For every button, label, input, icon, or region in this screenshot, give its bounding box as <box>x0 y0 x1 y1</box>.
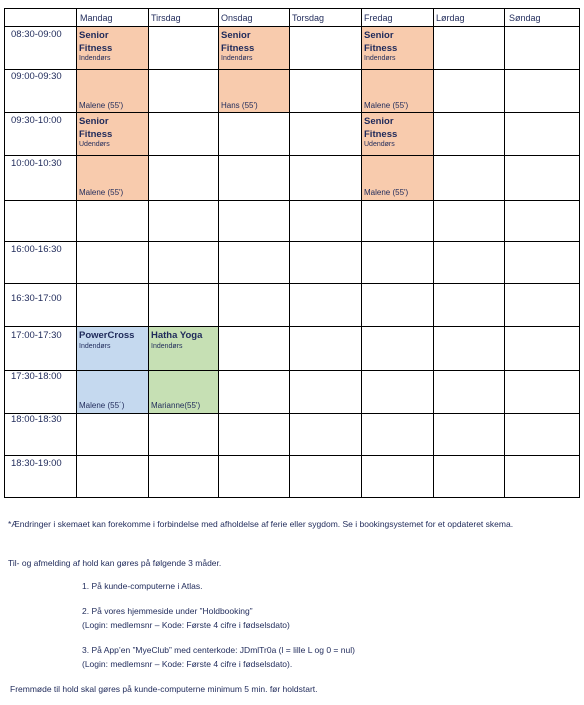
class-name: Senior Fitness <box>79 116 113 140</box>
time-label: 18:00-18:30 <box>11 414 62 425</box>
class-location: Indendørs <box>79 55 111 62</box>
grid-row-line <box>4 497 580 498</box>
grid-row-line <box>4 241 580 242</box>
grid-row-line <box>4 112 580 113</box>
grid-row-line <box>4 326 580 327</box>
booking-way-2-login: (Login: medlemsnr – Kode: Første 4 cifre i fødselsdato) <box>82 620 290 630</box>
time-label: 18:30-19:00 <box>11 458 62 469</box>
grid-column-line <box>218 8 219 498</box>
grid-row-line <box>4 370 580 371</box>
day-header: Søndag <box>509 13 541 23</box>
class-instructor: Malene (55') <box>364 188 409 197</box>
class-instructor: Malene (55') <box>79 188 124 197</box>
time-label: 17:00-17:30 <box>11 330 62 341</box>
grid-column-line <box>289 8 290 498</box>
booking-intro: Til- og afmelding af hold kan gøres på følgende 3 måder. <box>8 558 222 568</box>
grid-column-line <box>504 8 505 498</box>
grid-column-line <box>76 8 77 498</box>
grid-row-line <box>4 200 580 201</box>
time-label: 10:00-10:30 <box>11 158 62 169</box>
class-name: Senior Fitness <box>79 30 113 54</box>
class-name: PowerCross <box>79 330 135 341</box>
grid-row-line <box>4 283 580 284</box>
time-label: 17:30-18:00 <box>11 371 62 382</box>
class-instructor: Marianne(55') <box>151 401 201 410</box>
booking-way-3: 3. På App’en ”MyeClub” med centerkode: JDmlTr0a (l = lille L og 0 = nul) <box>82 645 355 655</box>
time-label: 08:30-09:00 <box>11 29 62 40</box>
grid-row-line <box>4 8 580 9</box>
day-header: Lørdag <box>436 13 465 23</box>
time-label: 16:30-17:00 <box>11 293 62 304</box>
day-header: Mandag <box>80 13 113 23</box>
day-header: Torsdag <box>292 13 325 23</box>
class-instructor: Malene (55') <box>364 101 409 110</box>
class-name: Hatha Yoga <box>151 330 203 341</box>
time-label: 09:00-09:30 <box>11 71 62 82</box>
class-location: Udendørs <box>364 141 395 148</box>
class-location: Udendørs <box>79 141 110 148</box>
schedule-grid <box>4 8 580 497</box>
booking-way-1: 1. På kunde-computerne i Atlas. <box>82 581 203 591</box>
class-instructor: Hans (55') <box>221 101 258 110</box>
grid-row-line <box>4 413 580 414</box>
class-block[interactable] <box>361 112 433 200</box>
class-location: Indendørs <box>221 55 253 62</box>
class-name: Senior Fitness <box>221 30 255 54</box>
booking-way-2: 2. På vores hjemmeside under ”Holdbooking” <box>82 606 253 616</box>
time-label: 09:30-10:00 <box>11 115 62 126</box>
grid-row-line <box>4 155 580 156</box>
day-header: Onsdag <box>221 13 253 23</box>
class-block[interactable] <box>76 112 148 200</box>
grid-row-line <box>4 26 580 27</box>
class-location: Indendørs <box>151 343 183 350</box>
booking-way-3-login: (Login: medlemsnr – Kode: Første 4 cifre i fødselsdato). <box>82 659 293 669</box>
class-name: Senior Fitness <box>364 30 398 54</box>
time-label: 16:00-16:30 <box>11 244 62 255</box>
grid-column-line <box>148 8 149 498</box>
class-location: Indendørs <box>364 55 396 62</box>
grid-row-line <box>4 69 580 70</box>
change-notice: *Ændringer i skemaet kan forekomme i forbindelse med afholdelse af ferie eller sygdom. Se i bookingsystemet for et opdateret skema. <box>8 519 514 529</box>
grid-column-line <box>4 8 5 498</box>
grid-column-line <box>433 8 434 498</box>
class-location: Indendørs <box>79 343 111 350</box>
class-name: Senior Fitness <box>364 116 398 140</box>
grid-column-line <box>361 8 362 498</box>
class-instructor: Malene (55') <box>79 101 124 110</box>
day-header: Fredag <box>364 13 393 23</box>
class-instructor: Malene (55´) <box>79 401 125 410</box>
attendance-note: Fremmøde til hold skal gøres på kunde-computerne minimum 5 min. før holdstart. <box>10 684 318 694</box>
grid-column-line <box>579 8 580 498</box>
grid-row-line <box>4 455 580 456</box>
day-header: Tirsdag <box>151 13 181 23</box>
